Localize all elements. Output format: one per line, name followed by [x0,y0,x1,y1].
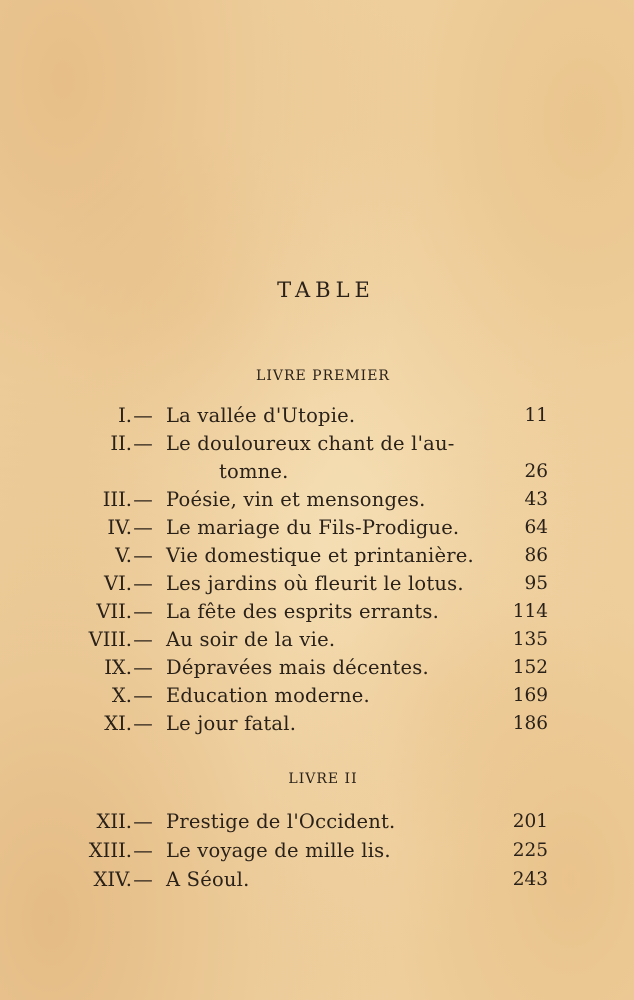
chapter-number: IX. [104,656,132,679]
separator-dash: — [133,404,153,427]
chapter-title: Vie domestique et printanière. [166,544,474,567]
toc-entry [0,626,634,654]
separator-dash: — [133,656,153,679]
chapter-title: Au soir de la vie. [166,628,336,651]
chapter-title: Dépravées mais décentes. [166,656,429,679]
chapter-number: VI. [104,572,132,595]
page-number: 225 [512,840,548,861]
chapter-number: VIII. [88,628,132,651]
separator-dash: — [133,839,153,862]
page-title: TABLE [277,278,375,302]
chapter-title: La fête des esprits errants. [166,600,439,623]
chapter-number: IV. [107,516,132,539]
chapter-number: XI. [104,712,132,735]
chapter-title: Le voyage de mille lis. [166,839,391,862]
page-number: 64 [524,517,548,538]
chapter-number: XIII. [88,839,132,862]
chapter-title: Prestige de l'Occident. [166,810,396,833]
toc-entry [0,514,634,542]
chapter-title: Le mariage du Fils-Prodigue. [166,516,460,539]
chapter-number: VII. [96,600,132,623]
section-heading-livre-premier: LIVRE PREMIER [256,368,390,384]
chapter-number: XII. [96,810,132,833]
page-number: 11 [524,405,548,426]
chapter-title: Le jour fatal. [166,712,297,735]
page-number: 135 [512,629,548,650]
toc-entry [0,570,634,598]
toc-entry-continuation [0,458,634,486]
toc-entry [0,682,634,710]
toc-entry [0,837,634,865]
page-number: 26 [524,461,548,482]
chapter-number: III. [102,488,132,511]
chapter-number: X. [111,684,132,707]
chapter-title: La vallée d'Utopie. [166,404,356,427]
chapter-number: V. [115,544,132,567]
chapter-title: Poésie, vin et mensonges. [166,488,426,511]
separator-dash: — [133,868,153,891]
page-number: 243 [512,869,548,890]
toc-entry [0,866,634,894]
toc-entry [0,430,634,458]
separator-dash: — [133,600,153,623]
page-number: 86 [524,545,548,566]
page-number: 152 [512,657,548,678]
toc-entry [0,598,634,626]
chapter-title: Le douloureux chant de l'au- [166,432,455,455]
page-number: 43 [524,489,548,510]
chapter-title: A Séoul. [166,868,250,891]
chapter-title: Les jardins où fleurit le lotus. [166,572,464,595]
separator-dash: — [133,628,153,651]
toc-entry [0,542,634,570]
page-number: 201 [512,811,548,832]
separator-dash: — [133,712,153,735]
toc-entry [0,486,634,514]
separator-dash: — [133,488,153,511]
chapter-number: II. [110,432,132,455]
separator-dash: — [133,810,153,833]
page-number: 95 [524,573,548,594]
separator-dash: — [133,572,153,595]
separator-dash: — [133,684,153,707]
section-heading-livre-ii: LIVRE II [288,771,358,787]
chapter-title-continuation: tomne. [219,460,289,483]
chapter-title: Education moderne. [166,684,370,707]
chapter-number: XIV. [93,868,132,891]
page-number: 114 [512,601,548,622]
chapter-number: I. [118,404,132,427]
separator-dash: — [133,432,153,455]
toc-entry [0,402,634,430]
separator-dash: — [133,516,153,539]
page-number: 186 [512,713,548,734]
toc-entry [0,710,634,738]
page-number: 169 [512,685,548,706]
toc-entry [0,808,634,836]
separator-dash: — [133,544,153,567]
toc-entry [0,654,634,682]
